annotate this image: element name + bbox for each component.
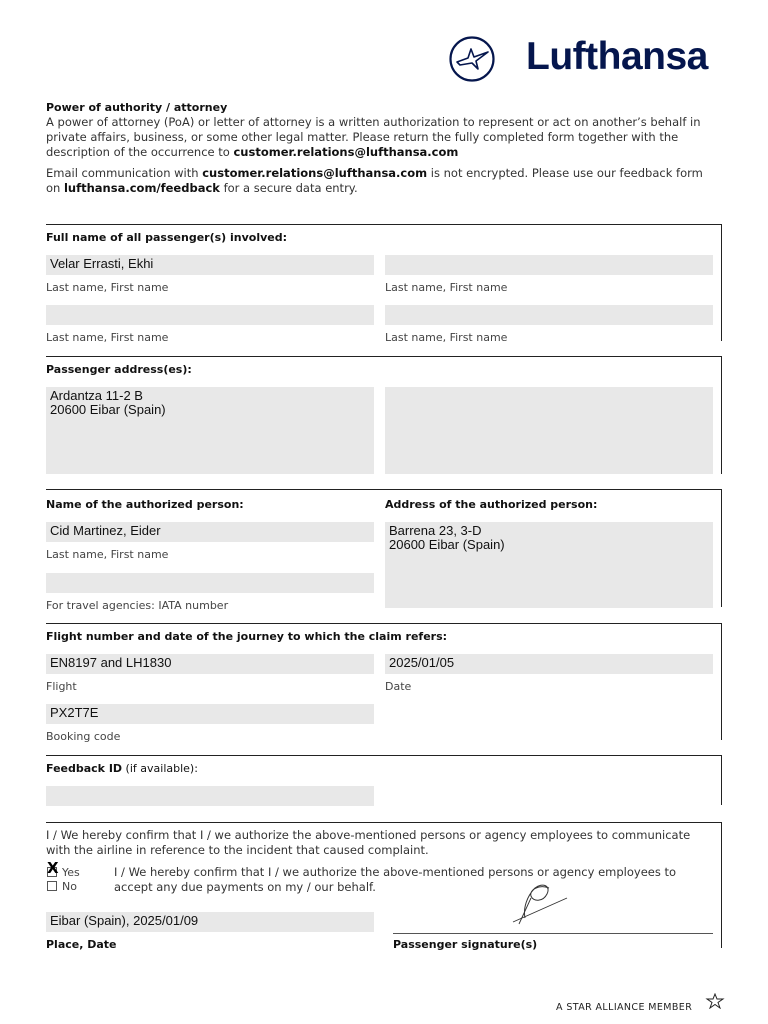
- passenger-name-4-field[interactable]: [385, 305, 713, 325]
- section-divider: [46, 822, 722, 823]
- section-border: [721, 755, 722, 805]
- lufthansa-logo: [448, 35, 728, 83]
- authorized-name-field[interactable]: Cid Martinez, Eider: [46, 522, 374, 542]
- flight-date-sublabel: Date: [385, 680, 412, 693]
- relations-email-link[interactable]: customer.relations@lufthansa.com: [233, 145, 459, 159]
- flight-number-sublabel: Flight: [46, 680, 77, 693]
- passenger-name-1-sublabel: Last name, First name: [46, 281, 169, 294]
- passengers-label: Full name of all passenger(s) involved:: [46, 231, 288, 244]
- section-divider: [46, 356, 722, 357]
- passenger-name-3-sublabel: Last name, First name: [46, 331, 169, 344]
- authorized-address-label: Address of the authorized person:: [385, 498, 598, 511]
- intro-title: Power of authority / attorney: [46, 101, 228, 114]
- confirm-communication-text: I / We hereby confirm that I / we authorize the above-mentioned persons or agency employees to communicate with the airline in reference to the incident that caused complaint.: [46, 828, 691, 857]
- section-border: [721, 489, 722, 607]
- signature-label: Passenger signature(s): [393, 938, 538, 951]
- iata-number-field[interactable]: [46, 573, 374, 593]
- authorized-name-sublabel: Last name, First name: [46, 548, 169, 561]
- signature-icon: [505, 878, 585, 928]
- authorized-address-field[interactable]: Barrena 23, 3-D 20600 Eibar (Spain): [385, 522, 713, 608]
- passenger-name-2-sublabel: Last name, First name: [385, 281, 508, 294]
- signature-line: [393, 933, 713, 934]
- star-alliance-icon: [704, 993, 726, 1009]
- passenger-name-4-sublabel: Last name, First name: [385, 331, 508, 344]
- place-date-field[interactable]: Eibar (Spain), 2025/01/09: [46, 912, 374, 932]
- passenger-name-2-field[interactable]: [385, 255, 713, 275]
- iata-number-sublabel: For travel agencies: IATA number: [46, 599, 229, 612]
- booking-code-sublabel: Booking code: [46, 730, 121, 743]
- section-divider: [46, 755, 722, 756]
- section-divider: [46, 489, 722, 490]
- brand-name: Lufthansa: [526, 35, 708, 78]
- section-border: [721, 822, 722, 948]
- passenger-name-3-field[interactable]: [46, 305, 374, 325]
- feedback-id-label: Feedback ID (if available):: [46, 762, 198, 775]
- yes-checkmark: X: [47, 859, 59, 877]
- passenger-name-1-field[interactable]: Velar Errasti, Ekhi: [46, 255, 374, 275]
- authorized-name-label: Name of the authorized person:: [46, 498, 244, 511]
- confirm-payments-text: I / We hereby confirm that I / we authorize the above-mentioned persons or agency employees to accept any due payments on my / our behalf.: [114, 865, 677, 894]
- addresses-label: Passenger address(es):: [46, 363, 192, 376]
- section-border: [721, 224, 722, 341]
- flight-number-field[interactable]: EN8197 and LH1830: [46, 654, 374, 674]
- section-divider: [46, 224, 722, 225]
- passenger-address-1-field[interactable]: Ardantza 11-2 B 20600 Eibar (Spain): [46, 387, 374, 474]
- place-date-label: Place, Date: [46, 938, 117, 951]
- section-border: [721, 623, 722, 740]
- feedback-id-field[interactable]: [46, 786, 374, 806]
- relations-email-link-2[interactable]: customer.relations@lufthansa.com: [202, 166, 428, 180]
- feedback-link[interactable]: lufthansa.com/feedback: [63, 181, 220, 195]
- yes-label: Yes: [62, 866, 80, 879]
- intro-paragraph-1: A power of attorney (PoA) or letter of attorney is a written authorization to represent or act on another’s behalf in private affairs, business, or some other legal matter. Please return the fully completed form together with the description of the occurrence to customer.relations@lufthansa.com: [46, 115, 701, 159]
- no-label: No: [62, 880, 77, 893]
- intro-paragraph-2: Email communication with customer.relations@lufthansa.com is not encrypted. Please use our feedback form on lufthansa.com/feedback for a secure data entry.: [46, 166, 703, 195]
- flight-date-field[interactable]: 2025/01/05: [385, 654, 713, 674]
- crane-logo-icon: [448, 35, 496, 83]
- no-checkbox[interactable]: [47, 881, 57, 891]
- booking-code-field[interactable]: PX2T7E: [46, 704, 374, 724]
- star-alliance-footer: [556, 995, 731, 1011]
- passenger-address-2-field[interactable]: [385, 387, 713, 474]
- star-alliance-text: A STAR ALLIANCE MEMBER: [556, 1002, 693, 1013]
- section-border: [721, 356, 722, 474]
- flight-label: Flight number and date of the journey to which the claim refers:: [46, 630, 448, 643]
- section-divider: [46, 623, 722, 624]
